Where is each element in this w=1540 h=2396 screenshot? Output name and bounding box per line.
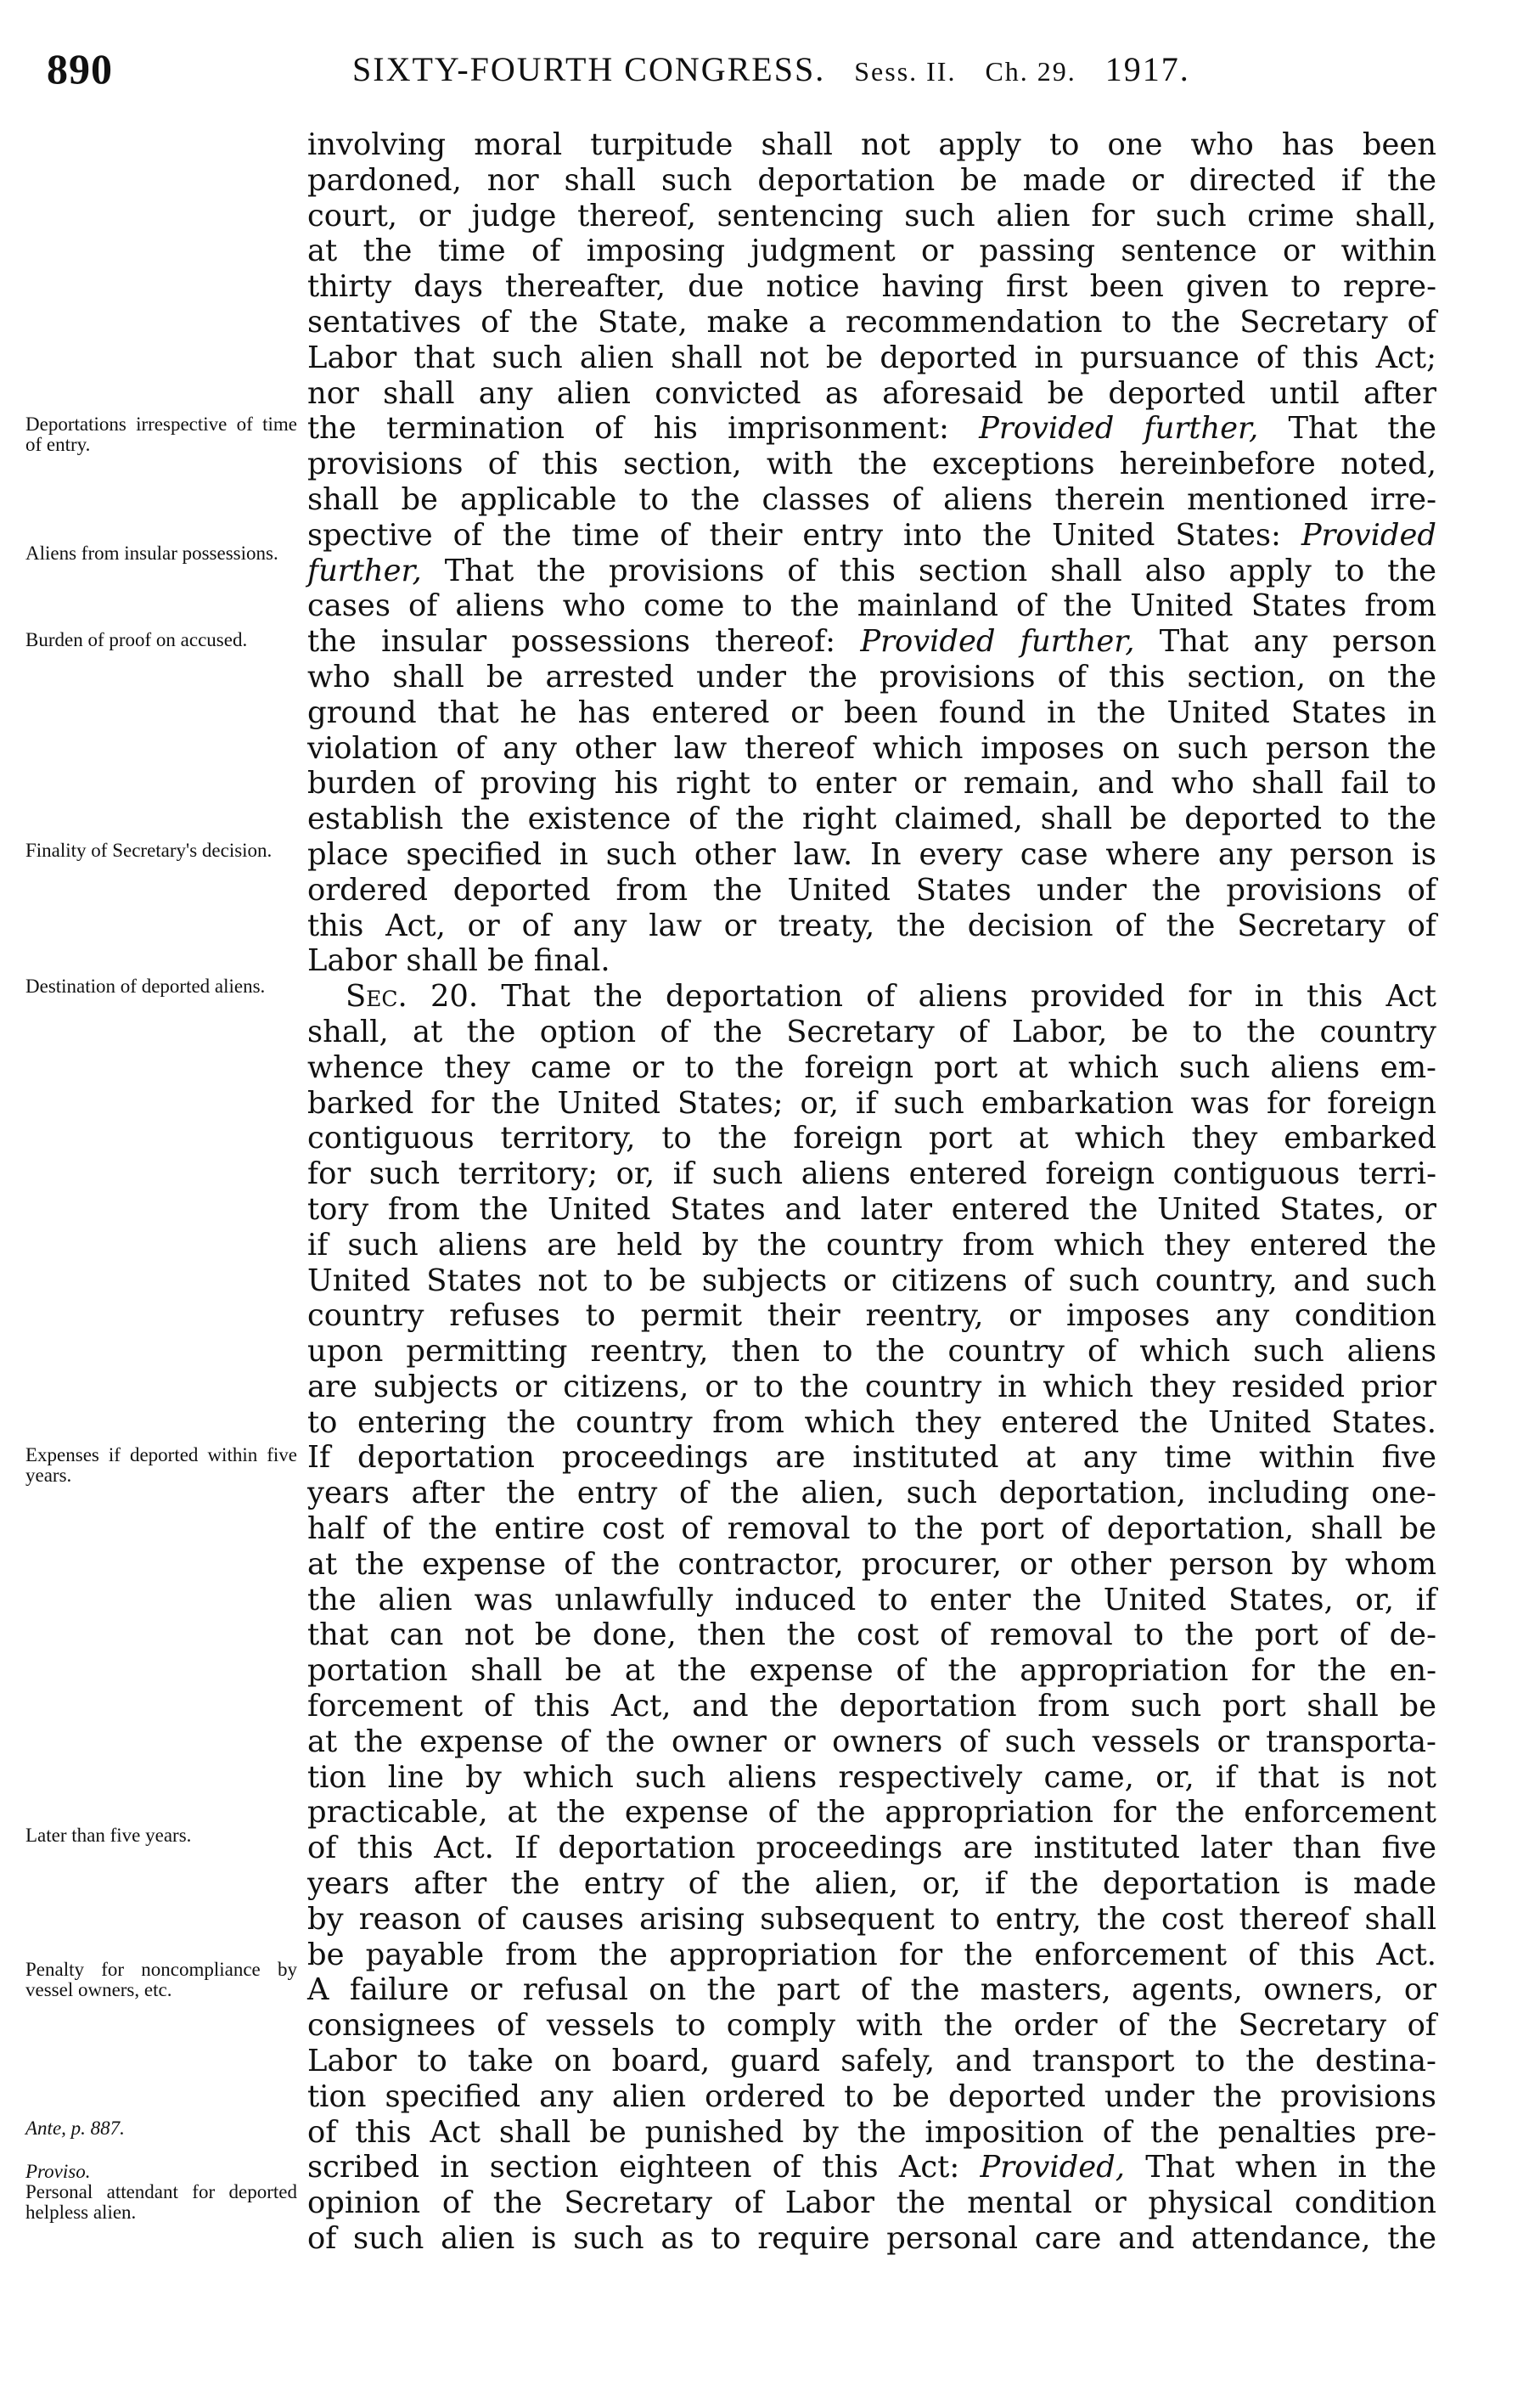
text-segment: That the (1288, 411, 1437, 447)
text-line: ordered deported from the United States under the provisions of (307, 872, 1436, 908)
text-line: by reason of causes arising subsequent to entry, the cost thereof shall (307, 1901, 1436, 1937)
text-line: place specified in such other law. In every case where any person is (307, 836, 1436, 872)
text-line (307, 518, 1436, 554)
chapter-label: Ch. 29. (985, 56, 1076, 87)
text-line: shall, at the option of the Secretary of Labor, be to the country (307, 1014, 1436, 1049)
text-line: opinion of the Secretary of Labor the mental or physical condition (307, 2185, 1436, 2221)
text-line: provisions of this section, with the exceptions hereinbefore noted, (307, 447, 1436, 482)
text-line (307, 411, 1436, 447)
text-line: be payable from the appropriation for the enforcement of this Act. (307, 1937, 1436, 1972)
text-line: Labor to take on board, guard safely, and transport to the destina- (307, 2044, 1436, 2079)
margin-note: Burden of proof on accused. (25, 629, 248, 650)
text-line: ground that he has entered or been found in the United States in (307, 695, 1436, 730)
text-line (307, 979, 1436, 1015)
text-line (307, 624, 1436, 660)
text-segment: the insular possessions thereof: (307, 624, 836, 660)
margin-note: Later than five years. (25, 1825, 192, 1846)
text-line: If deportation proceedings are instituted at any time within five (307, 1440, 1436, 1476)
body-text (307, 127, 1436, 2257)
text-line: at the expense of the contractor, procurer, or other person by whom (307, 1546, 1436, 1582)
page-number: 890 (47, 45, 113, 93)
text-line: court, or judge thereof, sentencing such alien for such crime shall, (307, 198, 1436, 233)
text-line: United States not to be subjects or citizens of such country, and such (307, 1263, 1436, 1298)
text-line: involving moral turpitude shall not apply to one who has been (307, 127, 1436, 162)
text-segment: spective of the time of their entry into the United States: (307, 517, 1281, 553)
text-segment: That the provisions of this section shall also apply to the (444, 553, 1436, 588)
text-line: the alien was unlawfully induced to enter the United States, or, if (307, 1582, 1436, 1617)
running-head (352, 49, 1190, 89)
text-line (307, 2150, 1436, 2185)
text-line: sentatives of the State, make a recommendation to the Secretary of (307, 304, 1436, 340)
text-segment: scribed in section eighteen of this Act: (307, 2150, 960, 2185)
text-line: barked for the United States; or, if such embarkation was for foreign (307, 1085, 1436, 1121)
text-line: are subjects or citizens, or to the country in which they resided prior (307, 1369, 1436, 1404)
text-line: of such alien is such as to require personal care and attendance, the (307, 2221, 1436, 2257)
provided-further: Provided further, (979, 411, 1259, 447)
text-line: portation shall be at the expense of the appropriation for the en- (307, 1653, 1436, 1689)
margin-note: Proviso. (25, 2161, 91, 2182)
margin-note: Ante, p. 887. (25, 2118, 125, 2139)
text-line: to entering the country from which they entered the United States. (307, 1404, 1436, 1440)
text-line: tion specified any alien ordered to be deported under the provisions (307, 2078, 1436, 2114)
text-line: establish the existence of the right claimed, shall be deported to the (307, 801, 1436, 837)
text-line: half of the entire cost of removal to the port of deportation, shall be (307, 1511, 1436, 1547)
text-line: who shall be arrested under the provisions of this section, on the (307, 659, 1436, 695)
text-segment: That any person (1159, 624, 1436, 660)
text-line: upon permitting reentry, then to the country of which such aliens (307, 1334, 1436, 1370)
text-line: violation of any other law thereof which imposes on such person the (307, 730, 1436, 766)
text-line: burden of proving his right to enter or remain, and who shall fail to (307, 766, 1436, 801)
margin-note: Expenses if deported within five years. (25, 1444, 297, 1486)
text-line: of this Act shall be punished by the imposition of the penalties pre- (307, 2114, 1436, 2150)
text-line: pardoned, nor shall such deportation be made or directed if the (307, 162, 1436, 198)
text-line: for such territory; or, if such aliens entered foreign contiguous terri- (307, 1156, 1436, 1192)
text-line: Labor shall be final. (307, 943, 610, 979)
congress-title: SIXTY-FOURTH CONGRESS. (352, 50, 826, 88)
margin-note: Penalty for noncompliance by vessel owners, etc. (25, 1959, 297, 2000)
session-label: Sess. II. (854, 56, 957, 87)
text-line: tory from the United States and later entered the United States, or (307, 1191, 1436, 1227)
provided: Provided, (980, 2150, 1125, 2185)
text-line: contiguous territory, to the foreign port at which they embarked (307, 1121, 1436, 1156)
text-line: at the time of imposing judgment or passing sentence or within (307, 233, 1436, 269)
provided-further: Provided (1301, 517, 1436, 553)
margin-note: Aliens from insular possessions. (25, 543, 278, 564)
text-segment: the termination of his imprisonment: (307, 411, 949, 447)
text-line (307, 554, 1436, 589)
margin-note: Deportations irrespective of time of entry. (25, 413, 297, 455)
text-line: Labor that such alien shall not be deported in pursuance of this Act; (307, 340, 1436, 375)
text-line: if such aliens are held by the country from which they entered the (307, 1227, 1436, 1263)
text-segment: That when in the (1145, 2150, 1436, 2185)
text-line: thirty days thereafter, due notice having first been given to repre- (307, 269, 1436, 305)
text-line: country refuses to permit their reentry, or imposes any condition (307, 1298, 1436, 1334)
text-line: nor shall any alien convicted as aforesaid be deported until after (307, 375, 1436, 411)
text-line: consignees of vessels to comply with the order of the Secretary of (307, 2008, 1436, 2044)
text-line: tion line by which such aliens respectively came, or, if that is not (307, 1759, 1436, 1795)
text-line: shall be applicable to the classes of aliens therein mentioned irre- (307, 481, 1436, 517)
text-line: at the expense of the owner or owners of such vessels or transporta- (307, 1724, 1436, 1759)
text-line: whence they came or to the foreign port at which such aliens em- (307, 1049, 1436, 1085)
margin-notes (25, 0, 297, 2396)
text-segment: That the deportation of aliens provided for in this Act (501, 979, 1436, 1015)
margin-note: Personal attendant for deported helpless alien. (25, 2181, 297, 2223)
margin-note: Finality of Secretary's decision. (25, 840, 273, 861)
provided-further: further, (307, 553, 422, 588)
year-label: 1917. (1104, 50, 1190, 88)
provided-further: Provided further, (860, 624, 1135, 660)
text-line: cases of aliens who come to the mainland of the United States from (307, 588, 1436, 624)
text-line: years after the entry of the alien, such deportation, including one- (307, 1476, 1436, 1511)
text-line: that can not be done, then the cost of removal to the port of de- (307, 1617, 1436, 1653)
text-line: forcement of this Act, and the deportation from such port shall be (307, 1689, 1436, 1724)
text-line: practicable, at the expense of the appropriation for the enforcement (307, 1795, 1436, 1831)
text-line: A failure or refusal on the part of the masters, agents, owners, or (307, 1972, 1436, 2008)
text-line: of this Act. If deportation proceedings are instituted later than five (307, 1831, 1436, 1866)
text-line: this Act, or of any law or treaty, the decision of the Secretary of (307, 908, 1436, 943)
margin-note: Destination of deported aliens. (25, 976, 266, 997)
section-number: Sec. 20. (346, 979, 479, 1015)
text-line: years after the entry of the alien, or, if the deportation is made (307, 1866, 1436, 1902)
